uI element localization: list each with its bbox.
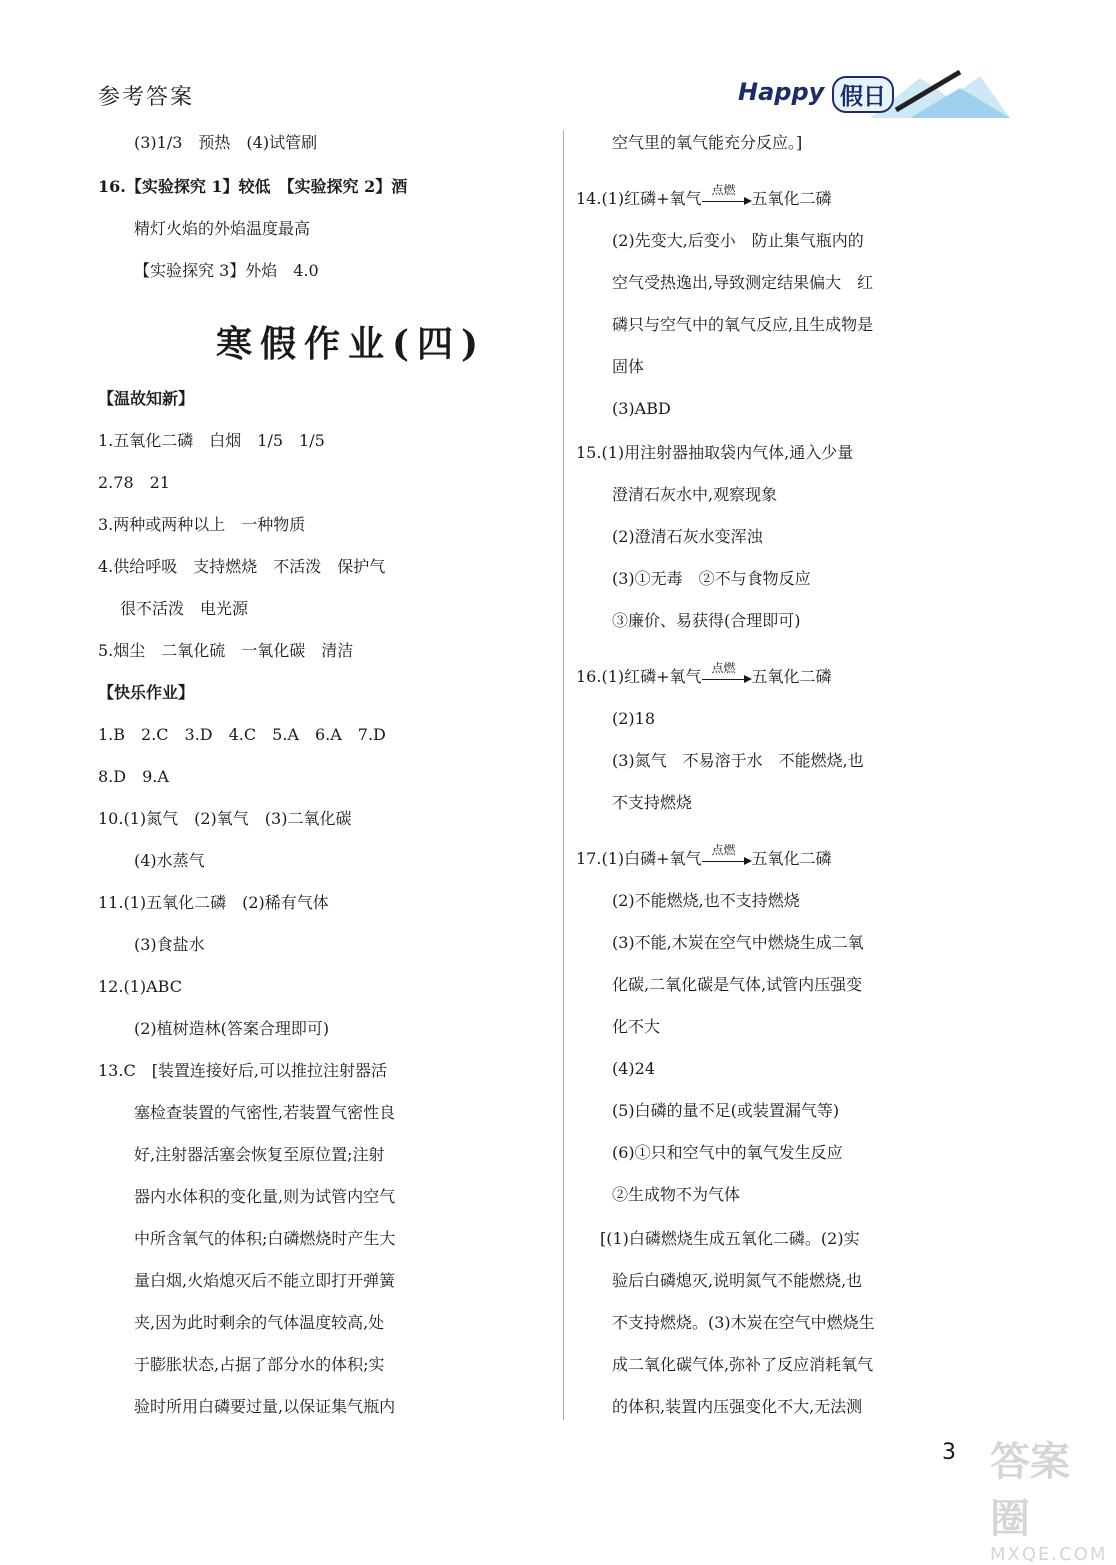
answer-text: (2)先变大,后变小 防止集气瓶内的 xyxy=(612,231,864,250)
answer-line xyxy=(612,788,692,818)
answer-text: 化不大 xyxy=(612,1017,661,1036)
watermark-top: 答案圈 xyxy=(990,1439,1070,1542)
answer-text: 的体积,装置内压强变化不大,无法测 xyxy=(612,1397,863,1416)
answer-line xyxy=(612,1308,875,1338)
answer-text: 10.(1)氮气 (2)氧气 (3)二氧化碳 xyxy=(98,809,352,828)
answer-text: 11.(1)五氧化二磷 (2)稀有气体 xyxy=(98,893,329,912)
answer-text: 5.烟尘 二氧化硫 一氧化碳 清洁 xyxy=(98,641,354,660)
answer-line xyxy=(612,352,644,382)
answer-text: (4)水蒸气 xyxy=(134,851,205,870)
answer-line xyxy=(134,1182,395,1212)
answer-line xyxy=(134,846,205,876)
answer-text: 1.B 2.C 3.D 4.C 5.A 6.A 7.D xyxy=(98,725,386,744)
answer-line xyxy=(612,564,811,594)
answer-line xyxy=(98,720,386,750)
answer-text: ②生成物不为气体 xyxy=(612,1185,741,1204)
answer-text: 器内水体积的变化量,则为试管内空气 xyxy=(134,1187,396,1206)
answer-line xyxy=(612,1392,862,1422)
answer-line xyxy=(98,636,353,666)
logo-english: Happy xyxy=(738,78,825,106)
answer-line xyxy=(612,1180,740,1210)
answer-line xyxy=(612,1054,655,1084)
answer-text: 验时所用白磷要过量,以保证集气瓶内 xyxy=(134,1397,396,1416)
answer-line xyxy=(98,804,351,834)
logo-chinese: 假日 xyxy=(832,76,894,113)
answer-line xyxy=(576,438,853,468)
reaction-product: 五氧化二磷 xyxy=(751,667,832,686)
answer-text: (6)①只和空气中的氧气发生反应 xyxy=(612,1143,843,1162)
answer-line xyxy=(612,704,655,734)
answer-line xyxy=(98,426,325,456)
answer-text: 不支持燃烧。(3)木炭在空气中燃烧生 xyxy=(612,1313,875,1332)
header-label: 参考答案 xyxy=(98,85,195,110)
arrow-condition: 点燃 xyxy=(711,842,736,857)
column-divider xyxy=(563,130,564,1420)
answer-text: 13.C [装置连接好后,可以推拉注射器活 xyxy=(98,1061,388,1080)
answer-line xyxy=(134,214,310,244)
answer-text: 成二氧化碳气体,弥补了反应消耗氧气 xyxy=(612,1355,874,1374)
reaction-arrow-icon xyxy=(702,660,752,689)
answer-text: (2)植树造林(答案合理即可) xyxy=(134,1019,330,1038)
answer-text: 磷只与空气中的氧气反应,且生成物是 xyxy=(612,315,874,334)
answer-line xyxy=(134,128,317,158)
answer-text: ③廉价、易获得(合理即可) xyxy=(612,611,801,630)
answer-line xyxy=(612,128,802,158)
answer-text: 【实验探究 3】外焰 4.0 xyxy=(134,261,319,280)
answer-text: 好,注射器活塞会恢复至原位置;注射 xyxy=(134,1145,385,1164)
answer-text: (5)白磷的量不足(或装置漏气等) xyxy=(612,1101,840,1120)
answer-line xyxy=(98,510,305,540)
answer-text: 14.(1)红磷+氧气 xyxy=(576,189,702,208)
answer-text: 塞检查装置的气密性,若装置气密性良 xyxy=(134,1103,396,1122)
answer-line xyxy=(612,480,777,510)
answer-text: (2)18 xyxy=(612,709,656,728)
answer-text: (3)①无毒 ②不与食物反应 xyxy=(612,569,811,588)
answer-text: 16.(1)红磷+氧气 xyxy=(576,667,702,686)
answer-line xyxy=(134,930,205,960)
answer-line xyxy=(98,384,194,414)
answer-line xyxy=(98,1056,387,1086)
answer-line xyxy=(612,394,671,424)
answer-line xyxy=(612,886,800,916)
answer-text: 验后白磷熄灭,说明氮气不能燃烧,也 xyxy=(612,1271,863,1290)
answer-text: 固体 xyxy=(612,357,645,376)
answer-text: (4)24 xyxy=(612,1059,656,1078)
section-title: 寒假作业(四) xyxy=(216,323,487,365)
answer-text: 中所含氧气的体积;白磷燃烧时产生大 xyxy=(134,1229,396,1248)
answer-text: 1.五氧化二磷 白烟 1/5 1/5 xyxy=(98,431,325,450)
reaction-arrow-icon xyxy=(702,842,752,871)
answer-text: 精灯火焰的外焰温度最高 xyxy=(134,219,311,238)
watermark xyxy=(990,1430,1108,1565)
answer-line xyxy=(134,1350,384,1380)
answer-line xyxy=(612,1266,862,1296)
answer-line xyxy=(134,1014,329,1044)
reaction-arrow-icon xyxy=(702,182,752,211)
answer-text: 17.(1)白磷+氧气 xyxy=(576,849,702,868)
answer-text: 量白烟,火焰熄灭后不能立即打开弹簧 xyxy=(134,1271,396,1290)
answer-line xyxy=(612,606,801,636)
answer-text: 澄清石灰水中,观察现象 xyxy=(612,485,778,504)
answer-text: (3)不能,木炭在空气中燃烧生成二氧 xyxy=(612,933,864,952)
answer-text: (3)氮气 不易溶于水 不能燃烧,也 xyxy=(612,751,864,770)
answer-text: 4.供给呼吸 支持燃烧 不活泼 保护气 xyxy=(98,557,386,576)
answer-text: 8.D 9.A xyxy=(98,767,169,786)
answer-text: 不支持燃烧 xyxy=(612,793,693,812)
answer-text: (3)1/3 预热 (4)试管刷 xyxy=(134,133,318,152)
answer-line xyxy=(98,678,194,708)
answer-text: (2)不能燃烧,也不支持燃烧 xyxy=(612,891,800,910)
answer-line xyxy=(134,1140,384,1170)
answer-line xyxy=(134,1266,395,1296)
answer-line xyxy=(576,844,832,874)
reaction-product: 五氧化二磷 xyxy=(751,189,832,208)
answer-line xyxy=(612,310,873,340)
answer-text: 很不活泼 电光源 xyxy=(120,599,249,618)
page-number: 3 xyxy=(942,1440,956,1465)
answer-text: 夹,因为此时剩余的气体温度较高,处 xyxy=(134,1313,385,1332)
answer-line xyxy=(612,1096,839,1126)
answer-line xyxy=(612,928,864,958)
answer-text: [(1)白磷燃烧生成五氧化二磷。(2)实 xyxy=(600,1229,860,1248)
answer-line xyxy=(120,594,248,624)
answer-line xyxy=(612,1012,660,1042)
reaction-product: 五氧化二磷 xyxy=(751,849,832,868)
answer-line xyxy=(98,762,169,792)
answer-text: 12.(1)ABC xyxy=(98,977,182,996)
answer-text: 化碳,二氧化碳是气体,试管内压强变 xyxy=(612,975,863,994)
answer-line xyxy=(134,1308,384,1338)
answer-text: (3)ABD xyxy=(612,399,671,418)
answer-text: 2.78 21 xyxy=(98,473,170,492)
answer-text: 16.【实验探究 1】较低 【实验探究 2】酒 xyxy=(98,177,408,196)
answer-text: 空气里的氧气能充分反应。] xyxy=(612,133,803,152)
answer-text: 15.(1)用注射器抽取袋内气体,通入少量 xyxy=(576,443,854,462)
answer-text: (2)澄清石灰水变浑浊 xyxy=(612,527,763,546)
answer-text: 【温故知新】 xyxy=(98,389,195,408)
answer-line xyxy=(612,226,864,256)
answer-line xyxy=(612,522,763,552)
happy-holiday-logo xyxy=(720,68,1010,124)
watermark-bottom: MXQE.COM xyxy=(990,1544,1108,1565)
arrow-condition: 点燃 xyxy=(711,660,736,675)
answer-line xyxy=(612,268,873,298)
answer-line xyxy=(612,746,864,776)
answer-line xyxy=(134,256,319,286)
answer-line xyxy=(98,972,182,1002)
answer-text: 于膨胀状态,占据了部分水的体积;实 xyxy=(134,1355,385,1374)
answer-line xyxy=(98,172,407,202)
answer-line xyxy=(98,468,170,498)
answer-text: (3)食盐水 xyxy=(134,935,205,954)
answer-text: 3.两种或两种以上 一种物质 xyxy=(98,515,306,534)
answer-line xyxy=(576,662,832,692)
answer-text: 空气受热逸出,导致测定结果偏大 红 xyxy=(612,273,874,292)
answer-line xyxy=(98,552,385,582)
answer-line xyxy=(612,970,862,1000)
answer-line xyxy=(612,1138,843,1168)
answer-line xyxy=(134,1392,395,1422)
answer-line xyxy=(98,888,329,918)
answer-line xyxy=(134,1098,395,1128)
answer-line xyxy=(576,184,832,214)
answer-line xyxy=(612,1350,873,1380)
arrow-condition: 点燃 xyxy=(711,182,736,197)
answer-text: 【快乐作业】 xyxy=(98,683,195,702)
answer-line xyxy=(134,1224,395,1254)
answer-line xyxy=(600,1224,860,1254)
